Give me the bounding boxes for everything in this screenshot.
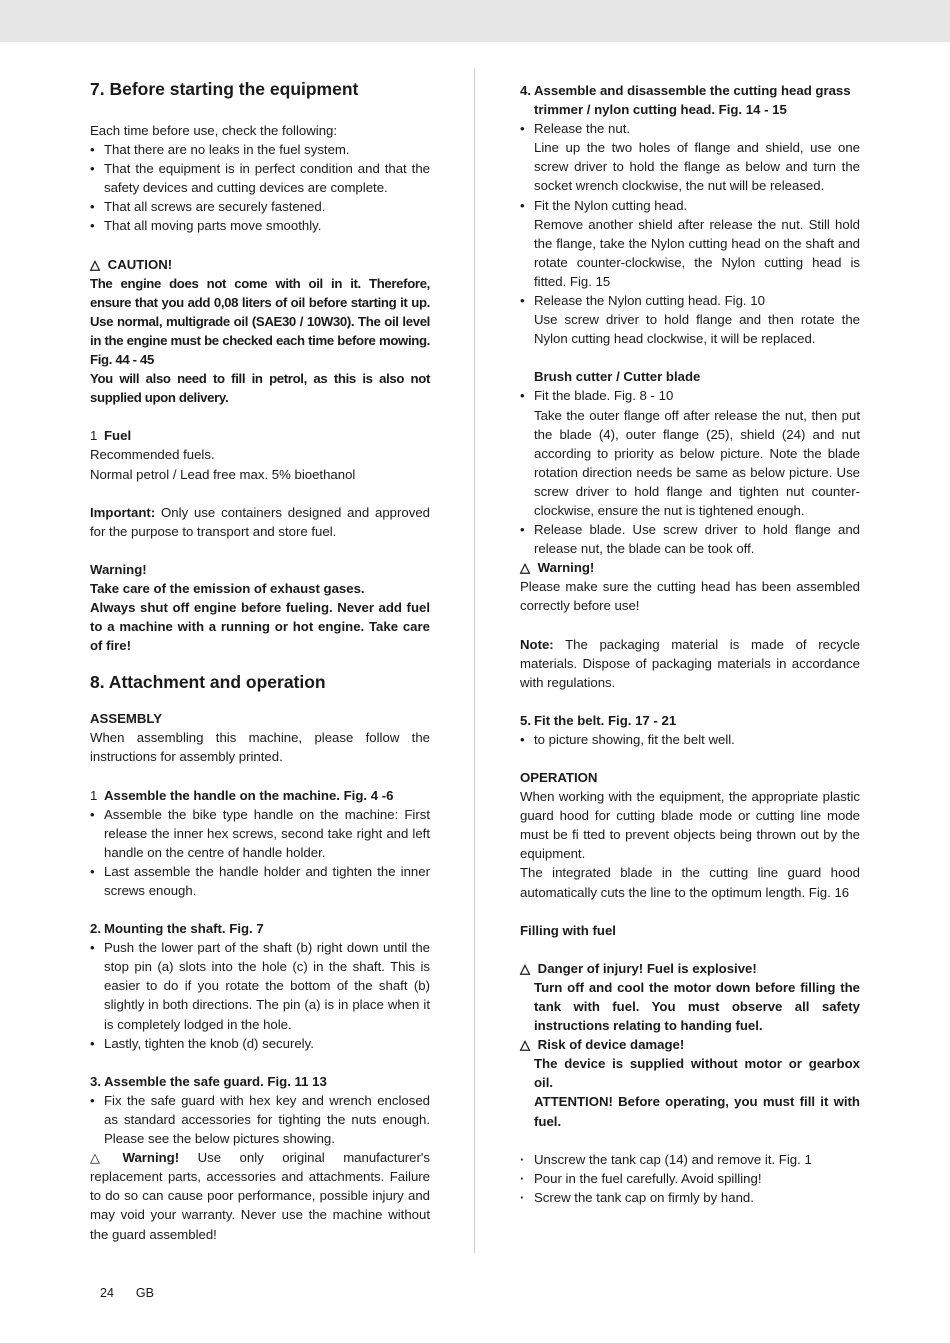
assembly-text: When assembling this machine, please follow the instructions for assembly printed. — [90, 730, 430, 765]
step-3-title: Assemble the safe guard. Fig. 11 13 — [104, 1073, 327, 1089]
step-2-heading — [90, 919, 430, 938]
brush-bullet: • Release blade. Use screw driver to hold flange and release nut, the blade can be took off. — [520, 520, 860, 558]
step-5-heading — [520, 711, 860, 730]
risk-heading — [520, 1035, 860, 1054]
section-8-heading: 8. Attachment and operation — [90, 672, 326, 693]
step-5-title: Fit the belt. Fig. 17 - 21 — [534, 712, 677, 728]
fuel-line-1: Recommended fuels. — [90, 447, 215, 463]
fuel-step: · Screw the tank cap on firmly by hand. — [520, 1188, 860, 1207]
step-4-text: Remove another shield after release the nut. Still hold the flange, take the Nylon cutting head on the shaft and rotate counter-clockwise, the Nylon cutting head is fitted. Fig. 15 — [534, 216, 860, 289]
important-text: Only use containers designed and approved for the purpose to transport and store fuel. — [90, 504, 430, 539]
step-2-item: • Lastly, tighten the knob (d) securely. — [90, 1034, 430, 1053]
step-1-title: Assemble the handle on the machine. Fig. 4 -6 — [104, 787, 394, 803]
section-7-heading: 7. Before starting the equipment — [90, 79, 359, 99]
danger-text: Turn off and cool the motor down before filling the tank with fuel. You must observe all safety instructions relating to handing fuel. — [534, 979, 860, 1034]
left-column — [90, 78, 430, 1244]
fuel-warning-title: Warning! — [90, 561, 147, 577]
step-5-number: 5. — [520, 712, 531, 728]
step-3-warning — [90, 1148, 430, 1243]
page-footer — [100, 1284, 176, 1303]
fuel-title: Fuel — [104, 428, 132, 444]
assembly-heading: ASSEMBLY — [90, 711, 163, 727]
fuel-warning-line: Take care of the emission of exhaust gases. — [90, 580, 365, 596]
checks-intro: Each time before use, check the following: — [90, 123, 338, 138]
step-4-text: Use screw driver to hold flange and then rotate the Nylon cutting head clockwise, it will be replaced. — [534, 312, 860, 347]
caution-title: CAUTION! — [107, 256, 173, 272]
danger-heading — [520, 959, 860, 978]
filling-heading: Filling with fuel — [520, 922, 616, 938]
step-3-heading — [90, 1072, 430, 1091]
warning-triangle-icon: △ — [520, 560, 531, 576]
danger-title: Danger of injury! Fuel is explosive! — [537, 960, 757, 976]
step-3-number: 3. — [90, 1073, 101, 1089]
fuel-warning-text: Always shut off engine before fueling. Never add fuel to a machine with a running or hot engine. Take care of fire! — [90, 599, 430, 654]
risk-title: Risk of device damage! — [537, 1037, 685, 1053]
right-column — [520, 81, 860, 1207]
operation-heading: OPERATION — [520, 770, 598, 785]
note-label: Note: — [520, 636, 554, 652]
step-2-item: • Push the lower part of the shaft (b) right down until the stop pin (a) slots into the hole (c) in the shaft. This is easier to do if you rotate the bottom of the shaft (b) slightly in both directions. The pin (a) is in place when it is completely lodged in the hole. — [90, 938, 430, 1033]
blade-warning-text: Please make sure the cutting head has been assembled correctly before use! — [520, 579, 860, 614]
blade-warning-heading — [520, 558, 860, 577]
page-number: 24 — [100, 1286, 114, 1300]
check-item: • That there are no leaks in the fuel system. — [90, 140, 430, 159]
operation-text-2: The integrated blade in the cutting line guard hood automatically cuts the line to the optimum length. Fig. 16 — [520, 865, 860, 900]
language-code: GB — [135, 1286, 154, 1300]
brush-cutter-heading: Brush cutter / Cutter blade — [534, 369, 701, 385]
operation-text: When working with the equipment, the appropriate plastic guard hood for cutting blade mode or cutting line mode must be fi tted to prevent objects being thrown out by the equipment. — [520, 789, 860, 862]
step-4-number: 4. — [520, 83, 531, 98]
note-text: The packaging material is made of recycle materials. Dispose of packaging materials in accordance with regulations. — [520, 636, 860, 690]
attention-text: ATTENTION! Before operating, you must fill it with fuel. — [534, 1094, 860, 1129]
top-band — [0, 0, 950, 42]
check-item: • That the equipment is in perfect condition and that the safety devices and cutting devices are complete. — [90, 159, 430, 197]
caution-heading — [90, 255, 430, 274]
step-1-heading — [90, 786, 430, 805]
fuel-step: · Unscrew the tank cap (14) and remove it. Fig. 1 — [520, 1150, 860, 1169]
important-note — [90, 503, 430, 541]
caution-text-2: You will also need to fill in petrol, as this is also not supplied upon delivery. — [90, 371, 430, 406]
check-item: • That all screws are securely fastened. — [90, 197, 430, 216]
step-1-item: • Last assemble the handle holder and tighten the inner screws enough. — [90, 862, 430, 900]
step-4-bullet: • Release the nut. — [520, 119, 860, 138]
step-1-item: • Assemble the bike type handle on the machine: First release the inner hex screws, second take right and left handle on the centre of handle holder. — [90, 805, 430, 862]
step-1-number: 1 — [90, 787, 98, 803]
important-label: Important: — [90, 504, 156, 520]
blade-warning-label: Warning! — [537, 560, 595, 576]
fuel-line-2: Normal petrol / Lead free max. 5% bioethanol — [90, 466, 356, 482]
brush-bullet: • Fit the blade. Fig. 8 - 10 — [520, 386, 860, 405]
step-4-text: Line up the two holes of flange and shield, use one screw driver to hold the flange as below and turn the socket wrench clockwise, the nut will be released. — [534, 140, 860, 194]
step-4-title: Assemble and disassemble the cutting head grass trimmer / nylon cutting head. Fig. 14 - 15 — [534, 83, 851, 118]
step-4-bullet: • Release the Nylon cutting head. Fig. 10 — [520, 291, 860, 310]
warning-triangle-icon: △ — [520, 960, 531, 976]
brush-text: Take the outer flange off after release the nut, then put the blade (4), outer flange (25), shield (24) and nut according to priority as below picture. Note the blade rotation direction needs be same as below picture. Use screw driver to hold flange and tighten nut counter-clockwise, ensure the nut is tightened enough. — [534, 407, 860, 518]
fuel-step: · Pour in the fuel carefully. Avoid spilling! — [520, 1169, 860, 1188]
caution-text: The engine does not come with oil in it. Therefore, ensure that you add 0,08 liters of oil before starting it up. Use normal, multigrade oil (SAE30 / 10W30). The oil level in the engine must be checked each time before mowing. Fig. 44 - 45 — [90, 275, 430, 368]
packaging-note — [520, 635, 860, 692]
warning-triangle-icon: △ — [90, 1150, 101, 1166]
warning-triangle-icon: △ — [90, 256, 101, 272]
warning-triangle-icon: △ — [520, 1037, 531, 1053]
step-3-warning-text: Use only original manufacturer's replacement parts, accessories and attachments. Failure to do so can cause poor performance, possible injury and may void your warranty. Never use the machine without the guard assembled! — [90, 1150, 431, 1242]
step-5-item: • to picture showing, fit the belt well. — [520, 730, 860, 749]
fuel-heading — [90, 426, 430, 445]
check-item: • That all moving parts move smoothly. — [90, 216, 430, 235]
step-2-title: Mounting the shaft. Fig. 7 — [104, 921, 264, 937]
fuel-number: 1 — [90, 428, 98, 444]
risk-text: The device is supplied without motor or gearbox oil. — [534, 1056, 860, 1091]
column-divider — [474, 68, 475, 1253]
step-3-item: • Fix the safe guard with hex key and wrench enclosed as standard accessories for tighting the nuts enough. Please see the below pictures showing. — [90, 1091, 430, 1148]
step-3-warning-label: Warning! — [122, 1150, 180, 1166]
step-4-bullet: • Fit the Nylon cutting head. — [520, 196, 860, 215]
step-2-number: 2. — [90, 921, 101, 937]
step-4-heading — [520, 81, 860, 119]
